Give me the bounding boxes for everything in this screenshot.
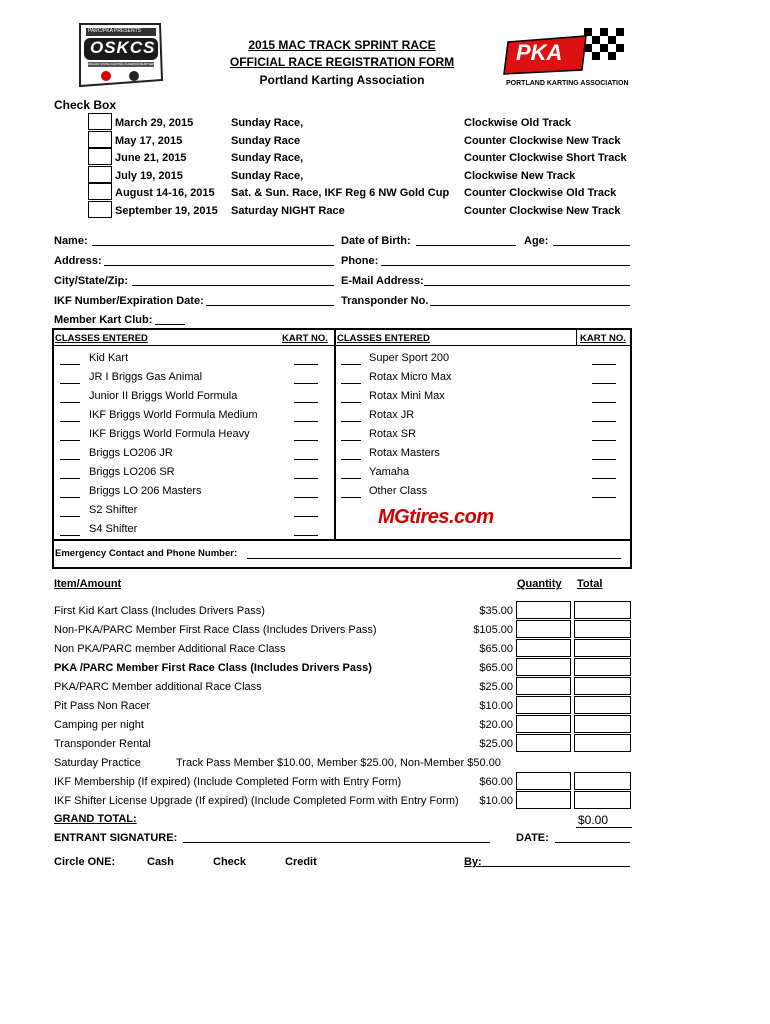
classes-header-right: CLASSES ENTERED [337, 333, 430, 344]
quantity-box[interactable] [516, 620, 571, 638]
credit-option[interactable]: Credit [285, 856, 317, 868]
fee-item-label: Non-PKA/PARC Member First Race Class (Includes Drivers Pass) [54, 624, 377, 636]
class-check-blank[interactable] [341, 478, 361, 479]
fee-item-label: IKF Shifter License Upgrade (If expired) (Include Completed Form with Entry Form) [54, 795, 459, 807]
class-name: Kid Kart [89, 352, 129, 364]
class-name: Briggs LO206 SR [89, 466, 175, 478]
fee-item-price: $60.00 [479, 776, 513, 788]
total-box[interactable] [574, 791, 631, 809]
class-name: S2 Shifter [89, 504, 138, 516]
fee-item-price: $10.00 [479, 795, 513, 807]
race-checkbox[interactable] [88, 131, 112, 148]
fee-item-label: PKA/PARC Member additional Race Class [54, 681, 262, 693]
oskcs-logo-main-text: OSKCS [90, 38, 156, 57]
address-label: Address: [54, 255, 102, 267]
class-check-blank[interactable] [341, 497, 361, 498]
race-type: Sat. & Sun. Race, IKF Reg 6 NW Gold Cup [231, 187, 450, 199]
class-name: Super Sport 200 [369, 352, 450, 364]
city-field[interactable] [132, 285, 334, 286]
quantity-box[interactable] [516, 601, 571, 619]
race-type: Saturday NIGHT Race [231, 204, 345, 217]
kart-number-blank[interactable] [592, 402, 616, 403]
date-field[interactable] [555, 842, 630, 843]
phone-field[interactable] [381, 265, 630, 266]
class-name: IKF Briggs World Formula Heavy [89, 428, 250, 440]
fee-item-price: $65.00 [479, 662, 513, 674]
quantity-box[interactable] [516, 715, 571, 733]
race-date: September 19, 2015 [115, 204, 218, 217]
class-check-blank[interactable] [341, 440, 361, 441]
race-track: Counter Clockwise New Track [464, 134, 621, 147]
kart-number-blank[interactable] [294, 516, 318, 517]
race-checkbox[interactable] [88, 201, 112, 218]
fee-item-price: $105.00 [473, 624, 513, 636]
fee-item-price: Track Pass Member $10.00, Member $25.00, Non-Member $50.00 [176, 757, 501, 769]
item-amount-header: Item/Amount [54, 578, 122, 590]
total-box[interactable] [574, 658, 631, 676]
kart-number-blank[interactable] [294, 497, 318, 498]
total-box[interactable] [574, 620, 631, 638]
kart-no-header-right: KART NO. [580, 333, 626, 344]
classes-header-line [52, 345, 632, 346]
class-check-blank[interactable] [60, 421, 80, 422]
kart-club-field[interactable] [155, 324, 185, 325]
quantity-box[interactable] [516, 677, 571, 695]
class-check-blank[interactable] [341, 364, 361, 365]
kart-number-blank[interactable] [294, 459, 318, 460]
class-name: Briggs LO206 JR [89, 447, 173, 459]
ikf-label: IKF Number/Expiration Date: [54, 295, 204, 307]
check-option[interactable]: Check [213, 856, 247, 868]
quantity-box[interactable] [516, 658, 571, 676]
ikf-field[interactable] [206, 305, 334, 306]
class-check-blank[interactable] [60, 535, 80, 536]
date-label: DATE: [516, 832, 549, 844]
quantity-box[interactable] [516, 791, 571, 809]
quantity-box[interactable] [516, 696, 571, 714]
class-name: Rotax Masters [369, 447, 440, 459]
total-box[interactable] [574, 734, 631, 752]
class-name: Rotax JR [369, 409, 415, 421]
check-box-label: Check Box [54, 98, 117, 112]
kart-number-blank[interactable] [294, 383, 318, 384]
kart-number-blank[interactable] [294, 421, 318, 422]
fee-item-price: $25.00 [479, 738, 513, 750]
age-field[interactable] [553, 245, 630, 246]
class-check-blank[interactable] [341, 402, 361, 403]
emergency-field[interactable] [247, 558, 621, 559]
class-check-blank[interactable] [60, 402, 80, 403]
emergency-divider [52, 539, 632, 541]
total-box[interactable] [574, 696, 631, 714]
fee-item-label: PKA /PARC Member First Race Class (Includes Drivers Pass) [54, 662, 372, 674]
grand-total-label: GRAND TOTAL: [54, 813, 137, 825]
total-header: Total [577, 578, 603, 590]
mgtires-text: MGtires.com [378, 506, 494, 528]
class-name: IKF Briggs World Formula Medium [89, 409, 258, 421]
race-date: August 14-16, 2015 [115, 187, 215, 199]
kart-club-label: Member Kart Club: [54, 314, 153, 326]
kart-number-blank[interactable] [592, 364, 616, 365]
emergency-label: Emergency Contact and Phone Number: [55, 548, 238, 559]
email-field[interactable] [424, 285, 630, 286]
class-name: Junior II Briggs World Formula [89, 390, 238, 402]
kart-number-blank[interactable] [592, 440, 616, 441]
total-box[interactable] [574, 601, 631, 619]
pka-logo-caption: PORTLAND KARTING ASSOCIATION [506, 80, 629, 87]
class-name: JR I Briggs Gas Animal [89, 371, 203, 383]
signature-field[interactable] [183, 842, 490, 843]
race-track: Counter Clockwise Short Track [464, 152, 627, 164]
fee-item-label: Camping per night [54, 719, 144, 731]
kart-number-blank[interactable] [294, 535, 318, 536]
race-track: Clockwise Old Track [464, 117, 571, 129]
race-checkbox[interactable] [88, 166, 112, 183]
transponder-field[interactable] [430, 305, 630, 306]
transponder-label: Transponder No. [341, 295, 429, 307]
grand-total-value: $0.00 [578, 813, 609, 827]
age-label: Age: [524, 235, 549, 247]
quantity-box[interactable] [516, 734, 571, 752]
class-name: Rotax SR [369, 428, 417, 440]
fee-item-label: First Kid Kart Class (Includes Drivers Pass) [54, 605, 265, 617]
association-name: Portland Karting Association [259, 73, 425, 87]
kart-number-blank[interactable] [294, 364, 318, 365]
class-check-blank[interactable] [60, 516, 80, 517]
total-box[interactable] [574, 639, 631, 657]
pka-logo-text: PKA [516, 40, 563, 65]
dob-label: Date of Birth: [341, 235, 411, 247]
total-box[interactable] [574, 677, 631, 695]
fee-item-price: $35.00 [479, 605, 513, 617]
race-type: Sunday Race, [231, 169, 304, 182]
by-label: By: [464, 856, 482, 868]
race-date: July 19, 2015 [115, 169, 183, 182]
race-type: Sunday Race, [231, 117, 304, 129]
race-date: May 17, 2015 [115, 134, 183, 147]
fee-item-price: $20.00 [479, 719, 513, 731]
kart-number-blank[interactable] [592, 497, 616, 498]
page-title: 2015 MAC TRACK SPRINT RACE [248, 38, 436, 52]
kart-number-blank[interactable] [592, 478, 616, 479]
class-name: Briggs LO 206 Masters [89, 485, 202, 497]
race-track: Clockwise New Track [464, 169, 576, 182]
by-field[interactable] [482, 866, 630, 867]
fee-item-price: $10.00 [479, 700, 513, 712]
kart-number-blank[interactable] [294, 402, 318, 403]
kart-number-blank[interactable] [294, 440, 318, 441]
class-check-blank[interactable] [341, 459, 361, 460]
race-type: Sunday Race, [231, 152, 304, 164]
class-name: Rotax Mini Max [369, 390, 445, 402]
quantity-header: Quantity [517, 578, 562, 590]
class-check-blank[interactable] [60, 364, 80, 365]
fee-item-price: $25.00 [479, 681, 513, 693]
dob-field[interactable] [416, 245, 516, 246]
classes-table-divider [334, 328, 336, 539]
race-track: Counter Clockwise New Track [464, 204, 621, 217]
class-name: S4 Shifter [89, 523, 138, 535]
kart-number-blank[interactable] [592, 383, 616, 384]
race-date: June 21, 2015 [115, 152, 187, 164]
classes-header-left: CLASSES ENTERED [55, 333, 148, 344]
fee-item-label: IKF Membership (If expired) (Include Completed Form with Entry Form) [54, 776, 402, 788]
form-title: OFFICIAL RACE REGISTRATION FORM [229, 55, 455, 69]
signature-label: ENTRANT SIGNATURE: [54, 832, 178, 844]
oskcs-logo-top-text: PARC/PKA PRESENTS [88, 28, 141, 34]
race-checkbox[interactable] [88, 183, 112, 200]
class-check-blank[interactable] [60, 383, 80, 384]
email-label: E-Mail Address: [341, 275, 424, 287]
kart-header-divider [576, 328, 577, 345]
kart-number-blank[interactable] [592, 421, 616, 422]
address-field[interactable] [104, 265, 334, 266]
total-box[interactable] [574, 772, 631, 790]
quantity-box[interactable] [516, 639, 571, 657]
fee-item-label: Non PKA/PARC member Additional Race Class [54, 643, 286, 655]
total-box[interactable] [574, 715, 631, 733]
name-label: Name: [54, 235, 88, 247]
quantity-box[interactable] [516, 772, 571, 790]
class-name: Rotax Micro Max [369, 371, 452, 383]
kart-no-header-left: KART NO. [282, 333, 328, 344]
race-checkbox[interactable] [88, 113, 112, 130]
race-type: Sunday Race [231, 134, 301, 147]
kart-number-blank[interactable] [294, 478, 318, 479]
kart-number-blank[interactable] [592, 459, 616, 460]
circle-one-label: Circle ONE: [54, 856, 116, 868]
fee-item-label: Pit Pass Non Racer [54, 700, 150, 712]
race-checkbox[interactable] [88, 148, 112, 165]
mgtires-logo [378, 506, 494, 529]
class-check-blank[interactable] [341, 421, 361, 422]
class-name: Other Class [369, 485, 428, 497]
grand-total-underline [576, 827, 632, 828]
fee-item-label: Saturday Practice [54, 757, 141, 769]
class-check-blank[interactable] [341, 383, 361, 384]
class-check-blank[interactable] [60, 440, 80, 441]
race-track: Counter Clockwise Old Track [464, 187, 617, 199]
class-name: Yamaha [369, 466, 410, 478]
class-check-blank[interactable] [60, 497, 80, 498]
fee-item-price: $65.00 [479, 643, 513, 655]
name-field[interactable] [92, 245, 334, 246]
oskcs-logo-sub-text: OREGON STATE KARTING CHAMPIONSHIP SERIES [86, 62, 160, 66]
phone-label: Phone: [341, 255, 379, 267]
race-date: March 29, 2015 [115, 117, 194, 129]
fee-item-label: Transponder Rental [54, 738, 151, 750]
city-label: City/State/Zip: [54, 275, 128, 287]
class-check-blank[interactable] [60, 478, 80, 479]
cash-option[interactable]: Cash [147, 856, 174, 868]
class-check-blank[interactable] [60, 459, 80, 460]
